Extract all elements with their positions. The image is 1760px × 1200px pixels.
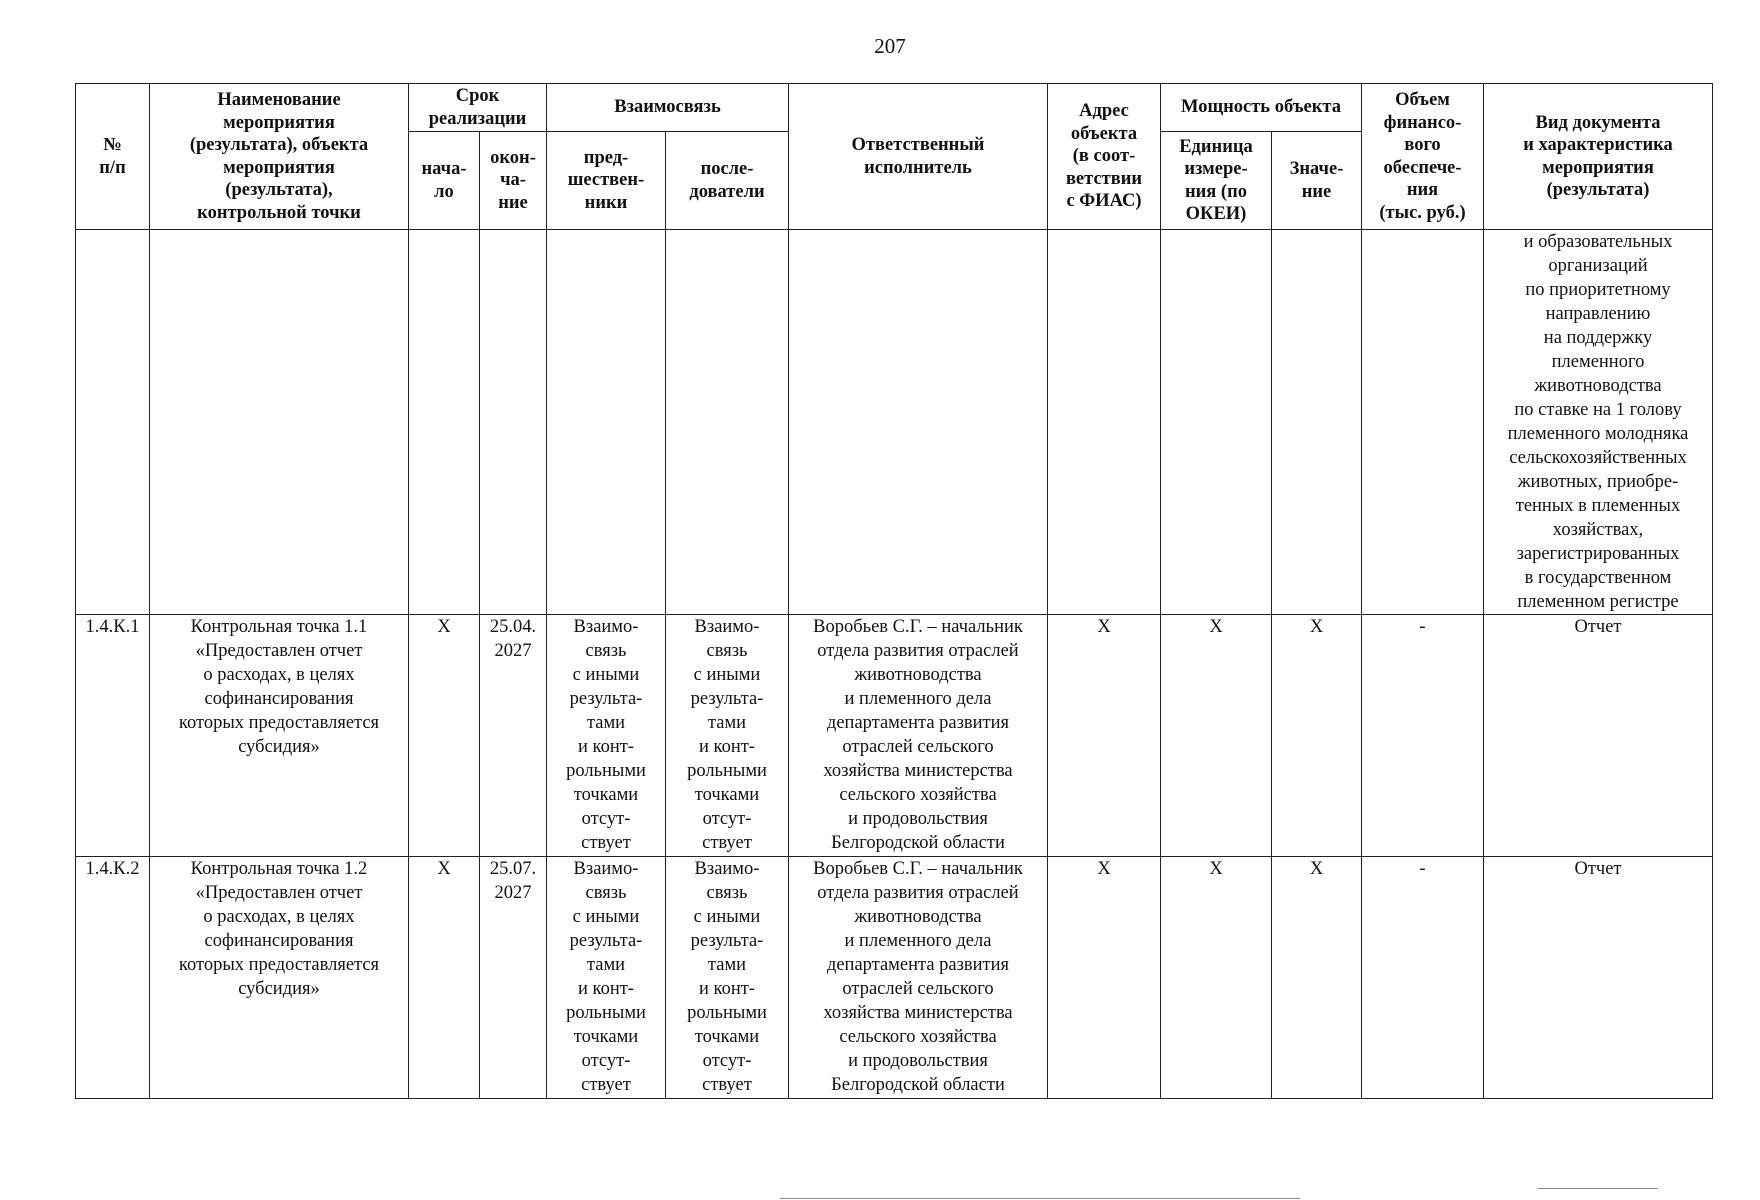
row-start: X <box>409 857 480 1099</box>
header-link-succ: после- дователи <box>666 132 789 230</box>
header-responsible: Ответственный исполнитель <box>789 84 1048 230</box>
row-start: X <box>409 615 480 857</box>
header-num: № п/п <box>76 84 150 230</box>
row-num: 1.4.К.1 <box>76 615 150 857</box>
header-capacity-unit: Единица измере- ния (по ОКЕИ) <box>1161 132 1272 230</box>
row-address: X <box>1048 857 1161 1099</box>
row-successors: Взаимо- связь с иными результа- тами и конт- рольными точками отсут- ствует <box>666 615 789 857</box>
row-predecessors: Взаимо- связь с иными результа- тами и конт- рольными точками отсут- ствует <box>547 857 666 1099</box>
header-address: Адрес объекта (в соот- ветствии с ФИАС) <box>1048 84 1161 230</box>
scan-line-left <box>780 1198 1300 1199</box>
row-doc: Отчет <box>1484 615 1713 857</box>
header-link-pred: пред- шествен- ники <box>547 132 666 230</box>
row-end: 25.07. 2027 <box>480 857 547 1099</box>
continuation-row <box>76 230 1713 615</box>
header-name: Наименование мероприятия (результата), объекта мероприятия (результата), контрольной точки <box>150 84 409 230</box>
event-plan-table <box>75 83 1713 1099</box>
row-end: 25.04. 2027 <box>480 615 547 857</box>
row-value: X <box>1272 615 1362 857</box>
row-funding: - <box>1362 615 1484 857</box>
header-row-1 <box>76 84 1713 132</box>
page-number: 207 <box>874 34 906 58</box>
header-link: Взаимосвязь <box>547 84 789 132</box>
row-address: X <box>1048 615 1161 857</box>
header-capacity: Мощность объекта <box>1161 84 1362 132</box>
table-row <box>76 857 1713 1099</box>
row-responsible: Воробьев С.Г. – начальник отдела развития отраслей животноводства и племенного дела департамента развития отраслей сельского хозяйства министерства сельского хозяйства и продовольствия Белгородской области <box>789 615 1048 857</box>
header-doc: Вид документа и характеристика мероприятия (результата) <box>1484 84 1713 230</box>
continuation-doc: и образовательных организаций по приоритетному направлению на поддержку племенного животноводства по ставке на 1 голову племенного молодняка сельскохозяйственных животных, приобре- тенных в племенных хозяйствах, зарегистрированных в государственном племенном регистре <box>1484 230 1713 615</box>
header-capacity-value: Значе- ние <box>1272 132 1362 230</box>
row-name: Контрольная точка 1.1 «Предоставлен отчет о расходах, в целях софинансирования которых предоставляется субсидия» <box>150 615 409 857</box>
row-doc: Отчет <box>1484 857 1713 1099</box>
row-num: 1.4.К.2 <box>76 857 150 1099</box>
table-row <box>76 615 1713 857</box>
row-successors: Взаимо- связь с иными результа- тами и конт- рольными точками отсут- ствует <box>666 857 789 1099</box>
row-value: X <box>1272 857 1362 1099</box>
header-term-end: окон- ча- ние <box>480 132 547 230</box>
row-unit: X <box>1161 615 1272 857</box>
scan-line-right <box>1538 1188 1658 1189</box>
row-predecessors: Взаимо- связь с иными результа- тами и конт- рольными точками отсут- ствует <box>547 615 666 857</box>
header-funding: Объем финансо- вого обеспече- ния (тыс. руб.) <box>1362 84 1484 230</box>
row-responsible: Воробьев С.Г. – начальник отдела развития отраслей животноводства и племенного дела департамента развития отраслей сельского хозяйства министерства сельского хозяйства и продовольствия Белгородской области <box>789 857 1048 1099</box>
header-term-start: нача- ло <box>409 132 480 230</box>
header-term: Срок реализации <box>409 84 547 132</box>
row-unit: X <box>1161 857 1272 1099</box>
row-funding: - <box>1362 857 1484 1099</box>
row-name: Контрольная точка 1.2 «Предоставлен отчет о расходах, в целях софинансирования которых предоставляется субсидия» <box>150 857 409 1099</box>
